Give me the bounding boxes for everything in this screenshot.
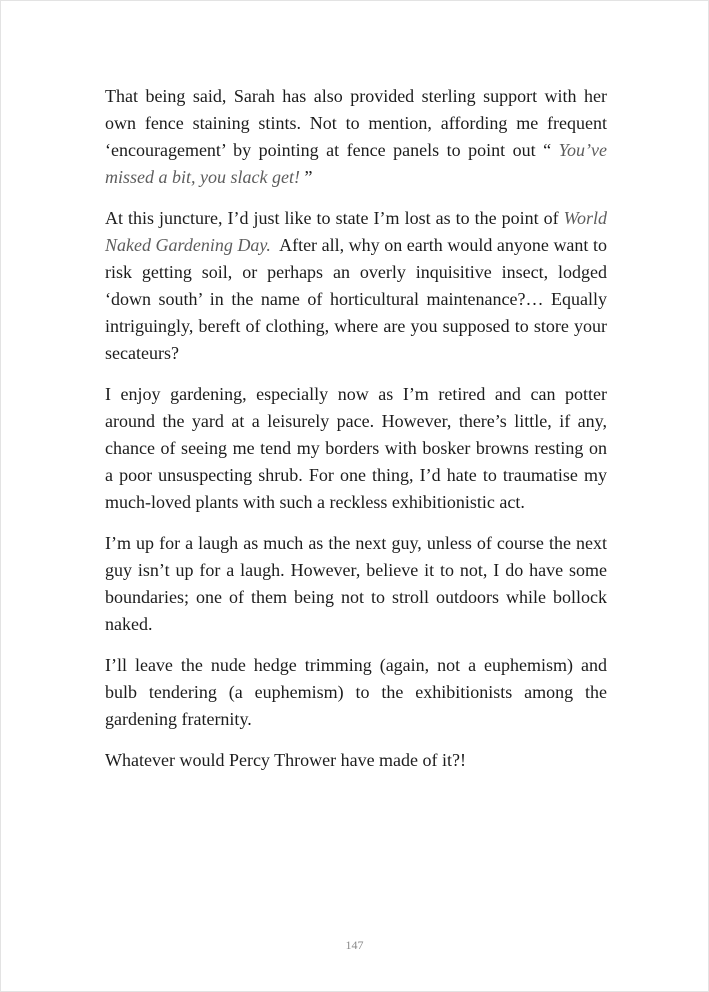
paragraph-text: ” — [299, 167, 313, 187]
page-number: 147 — [345, 938, 364, 952]
paragraph-2 — [105, 205, 607, 367]
paragraph-4 — [105, 530, 607, 638]
paragraph-text: Whatever would Percy Thrower have made of it?! — [105, 750, 467, 770]
italic-quote-text: You’ve missed a bit, you slack get! — [105, 140, 607, 187]
paragraph-text: At this juncture, I’d just like to state I’m lost as to the point of — [105, 208, 564, 228]
paragraph-text: I’m up for a laugh as much as the next guy, unless of course the next guy isn’t up for a laugh. However, believe it to not, I do have some boundaries; one of them being not to stroll outdoors while bollock naked. — [105, 533, 607, 634]
italic-title-text: World Naked Gardening Day. — [105, 208, 607, 255]
paragraph-5 — [105, 652, 607, 733]
page-content — [105, 83, 607, 774]
paragraph-1 — [105, 83, 607, 191]
paragraph-text: After all, why on earth would anyone want to risk getting soil, or perhaps an overly inquisitive insect, lodged ‘down south’ in the name of horticultural maintenance?… Equally intriguingly, bereft of clothing, where are you supposed to store your secateurs? — [105, 235, 607, 363]
paragraph-3 — [105, 381, 607, 516]
paragraph-text: I enjoy gardening, especially now as I’m retired and can potter around the yard at a leisurely pace. However, there’s little, if any, chance of seeing me tend my borders with bosker browns resting on a poor unsuspecting shrub. For one thing, I’d hate to traumatise my much-loved plants with such a reckless exhibitionistic act. — [105, 384, 607, 512]
paragraph-text: That being said, Sarah has also provided sterling support with her own fence staining stints. Not to mention, affording me frequent ‘encouragement’ by pointing at fence panels to point out “ — [105, 86, 607, 160]
paragraph-text: I’ll leave the nude hedge trimming (again, not a euphemism) and bulb tendering (a euphemism) to the exhibitionists among the gardening fraternity. — [105, 655, 607, 729]
paragraph-6 — [105, 747, 607, 774]
